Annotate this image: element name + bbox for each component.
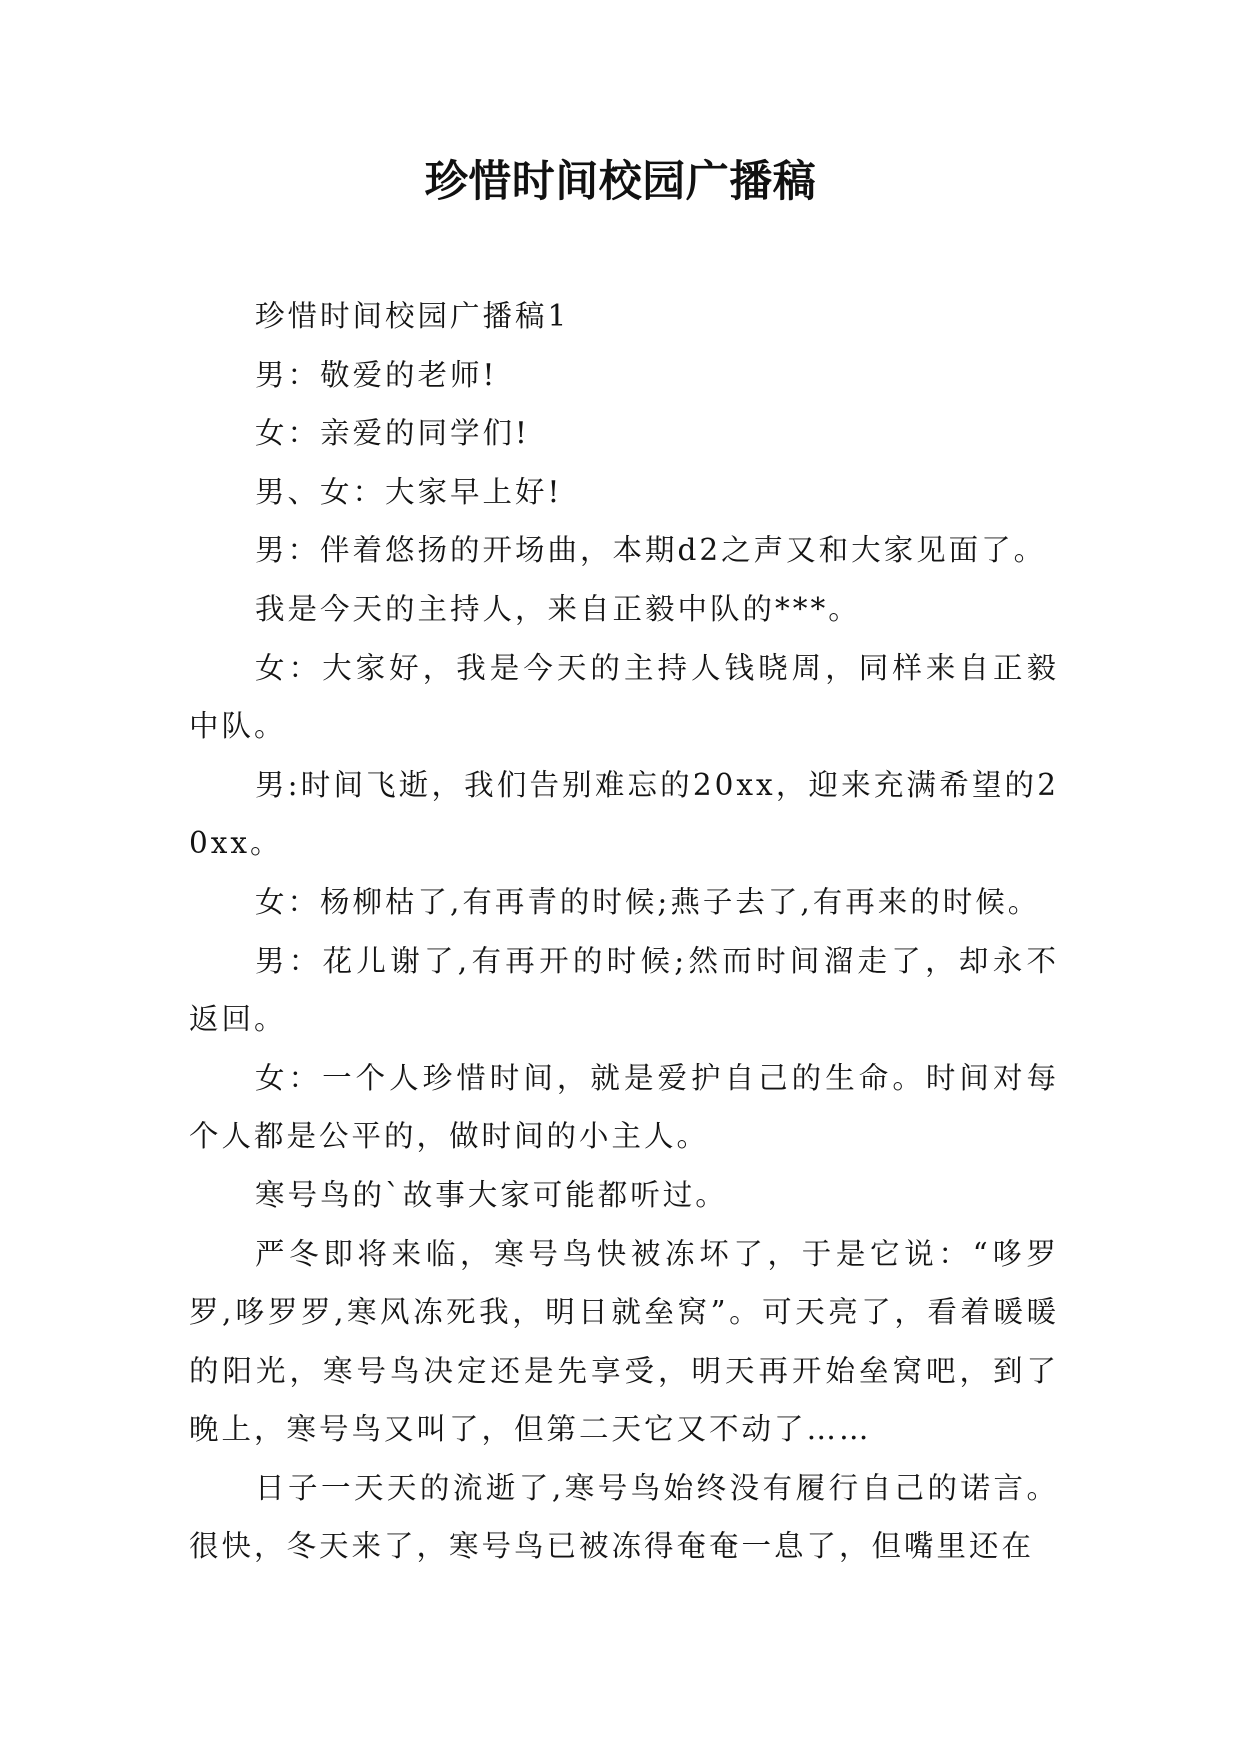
paragraph: 男：花儿谢了,有再开的时候;然而时间溜走了，却永不返回。 <box>189 943 1059 1037</box>
paragraph: 男:时间飞逝，我们告别难忘的20xx，迎来充满希望的20xx。 <box>189 767 1059 861</box>
paragraph: 男、女：大家早上好! <box>255 474 563 509</box>
paragraph: 女：一个人珍惜时间，就是爱护自己的生命。时间对每个人都是公平的，做时间的小主人。 <box>189 1060 1059 1154</box>
document-body <box>189 287 1059 1576</box>
paragraph: 日子一天天的流逝了,寒号鸟始终没有履行自己的诺言。很快，冬天来了，寒号鸟已被冻得奄奄一息了，但嘴里还在 <box>189 1470 1059 1564</box>
paragraph: 女：杨柳枯了,有再青的时候;燕子去了,有再来的时候。 <box>255 884 1041 919</box>
paragraph-heading: 珍惜时间校园广播稿1 <box>255 299 570 333</box>
paragraph: 男：敬爱的老师! <box>255 357 498 392</box>
document-title: 珍惜时间校园广播稿 <box>424 157 817 207</box>
paragraph: 寒号鸟的`故事大家可能都听过。 <box>255 1177 728 1212</box>
paragraph: 女：大家好，我是今天的主持人钱晓周，同样来自正毅中队。 <box>189 650 1059 744</box>
paragraph: 男：伴着悠扬的开场曲，本期d2之声又和大家见面了。 <box>255 533 1047 568</box>
paragraph: 严冬即将来临，寒号鸟快被冻坏了，于是它说：“哆罗罗,哆罗罗,寒风冻死我，明日就垒窝”。可天亮了，看着暖暖的阳光，寒号鸟决定还是先享受，明天再开始垒窝吧，到了晚上，寒号鸟又叫了，但第二天它又不动了…… <box>189 1236 1059 1447</box>
paragraph: 我是今天的主持人，来自正毅中队的***。 <box>255 591 861 626</box>
paragraph: 女：亲爱的同学们! <box>255 416 530 451</box>
